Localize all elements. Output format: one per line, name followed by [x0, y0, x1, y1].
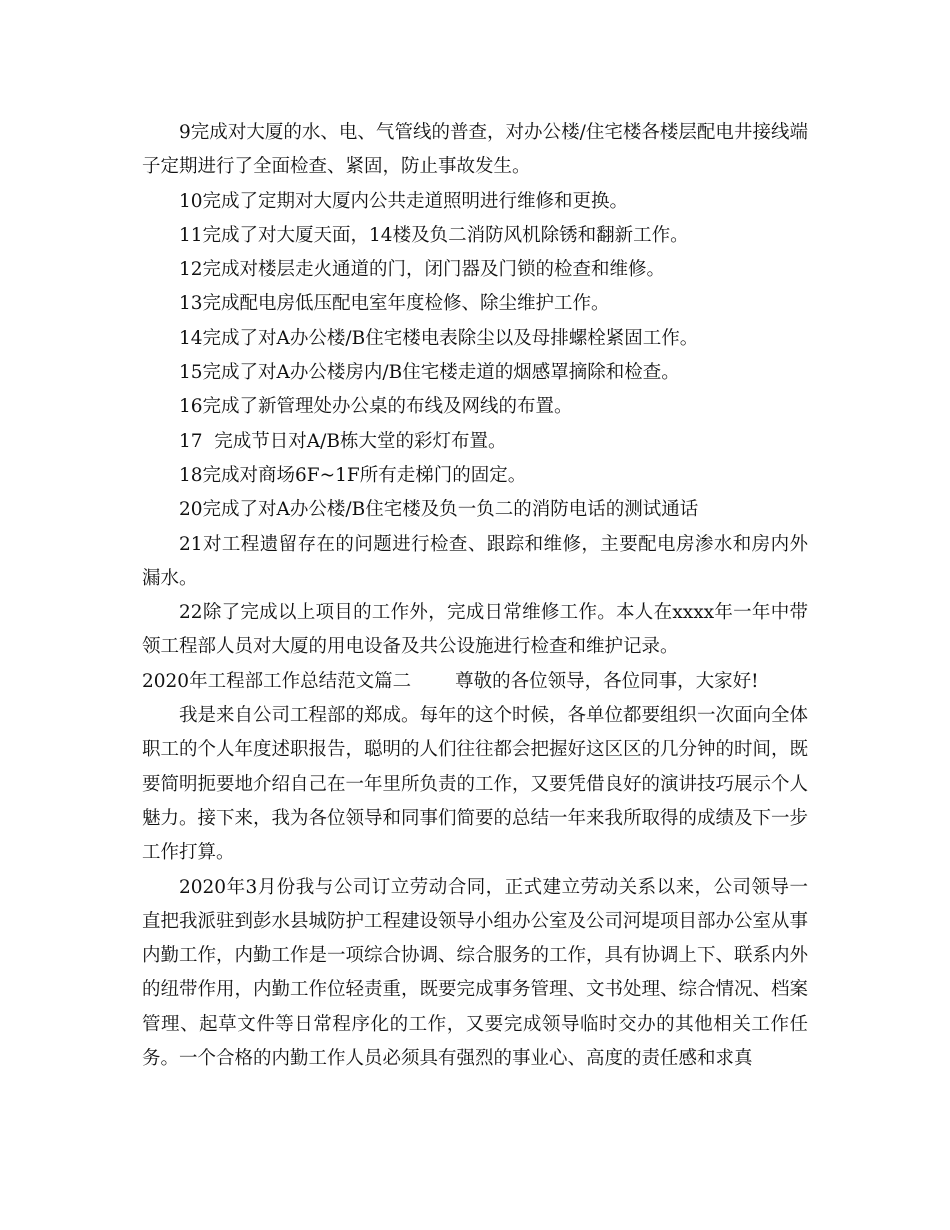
list-item: 20完成了对A办公楼/B住宅楼及负一负二的消防电话的测试通话 [179, 499, 699, 521]
greeting: 尊敬的各位领导，各位同事，大家好! [455, 670, 759, 692]
list-item: 21对工程遗留存在的问题进行检查、跟踪和维修，主要配电房渗水和房内外漏水。 [142, 533, 808, 589]
list-item: 18完成对商场6F~1F所有走梯门的固定。 [179, 464, 527, 486]
list-item: 16完成了新管理处办公桌的布线及网线的布置。 [179, 396, 573, 418]
list-item: 22除了完成以上项目的工作外，完成日常维修工作。本人在xxxx年一年中带领工程部人员对大厦的用电设备及共公设施进行检查和维护记录。 [142, 602, 808, 658]
section-title: 2020年工程部工作总结范文篇二 [142, 670, 412, 692]
list-item: 15完成了对A办公楼房内/B住宅楼走道的烟感罩摘除和检查。 [179, 362, 680, 384]
list-item: 12完成对楼层走火通道的门，闭门器及门锁的检查和维修。 [179, 259, 666, 281]
body-paragraph: 2020年3月份我与公司订立劳动合同，正式建立劳动关系以来，公司领导一直把我派驻到彭水县城防护工程建设领导小组办公室及公司河堤项目部办公室从事内勤工作，内勤工作是一项综合协调、综合服务的工作，具有协调上下、联系内外的纽带作用，内勤工作位轻责重，既要完成事务管理、文书处理、综合情况、档案管理、起草文件等日常程序化的工作，又要完成领导临时交办的其他相关工作任务。一个合格的内勤工作人员必须具有强烈的事业心、高度的责任感和求真 [142, 876, 809, 1070]
body-paragraph: 我是来自公司工程部的郑成。每年的这个时候，各单位都要组织一次面向全体职工的个人年度述职报告，聪明的人们往往都会把握好这区区的几分钟的时间，既要简明扼要地介绍自己在一年里所负责的工作，又要凭借良好的演讲技巧展示个人魅力。接下来，我为各位领导和同事们简要的总结一年来我所取得的成绩及下一步工作打算。 [142, 705, 809, 864]
document-body [142, 116, 808, 1076]
list-item: 11完成了对大厦天面，14楼及负二消防风机除锈和翻新工作。 [179, 224, 689, 246]
list-item: 13完成配电房低压配电室年度检修、除尘维护工作。 [179, 293, 610, 315]
list-item: 14完成了对A办公楼/B住宅楼电表除尘以及母排螺栓紧固工作。 [179, 327, 699, 349]
section-heading-line [142, 665, 808, 699]
list-item: 17 完成节日对A/B栋大堂的彩灯布置。 [179, 430, 507, 452]
list-item: 10完成了定期对大厦内公共走道照明进行维修和更换。 [179, 190, 629, 212]
list-item: 9完成对大厦的水、电、气管线的普查，对办公楼/住宅楼各楼层配电井接线端子定期进行了全面检查、紧固，防止事故发生。 [142, 122, 808, 178]
